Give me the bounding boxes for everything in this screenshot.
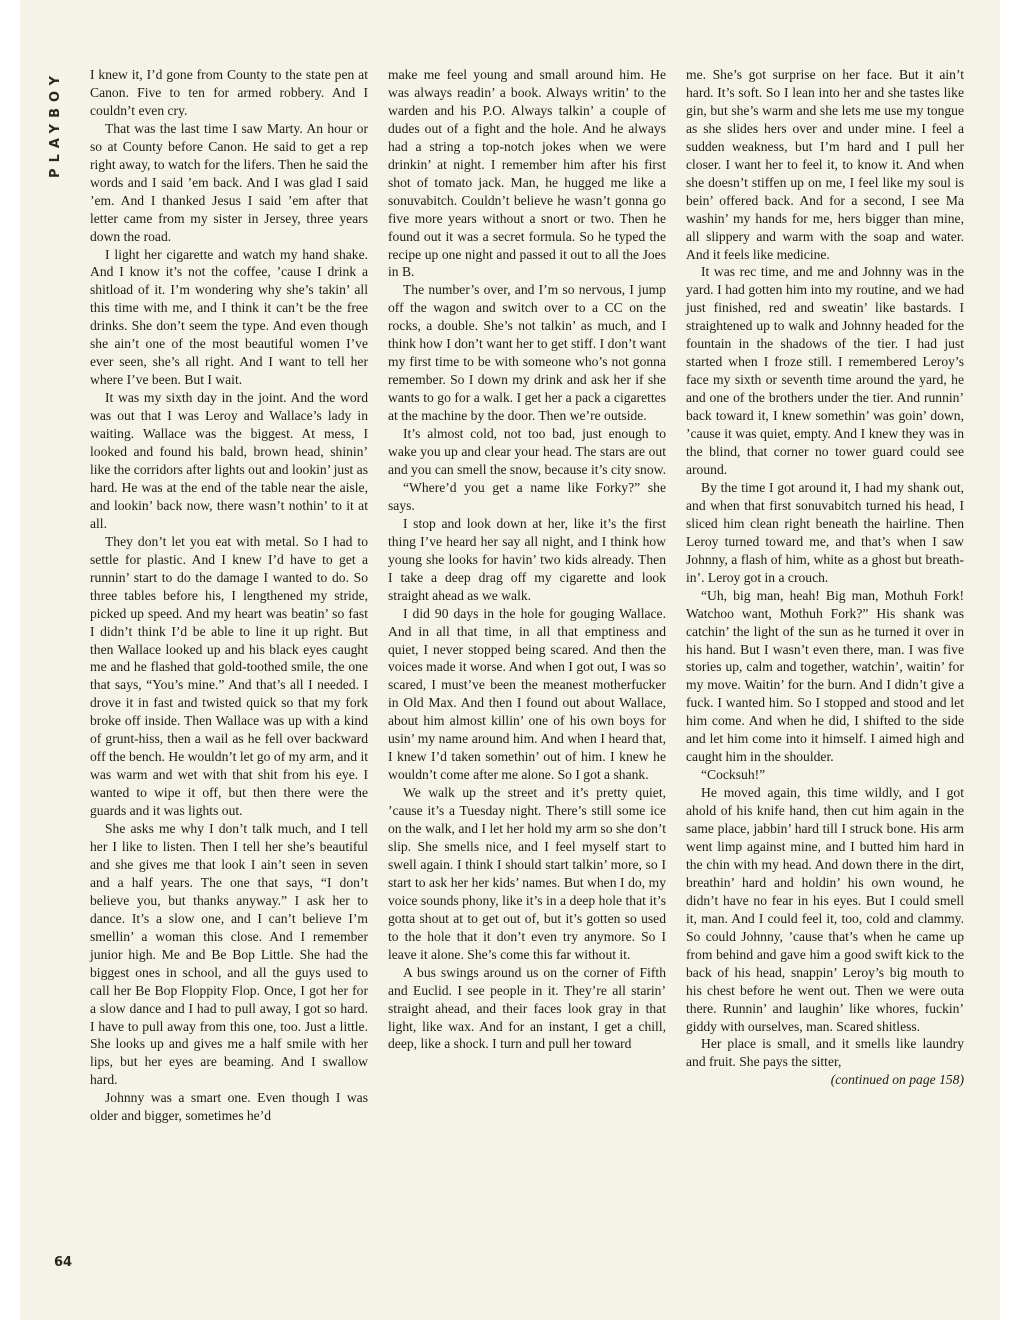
paragraph: She asks me why I don’t talk much, and I tell her I like to listen. Then I tell her she’s beautiful and she gives me that look I ain’t seen in seven and a half years. The one that says, “I don’t believe you, but thanks anyway.” I ask her to dance. It’s a slow one, and I can’t believe I’m smellin’ a woman this close. And I remember junior high. Me and Be Bop Little. She had the biggest ones in school, and all the guys used to call her Be Bop Floppity Flop. Once, I got her for a slow dance and I had to pull away, I got so hard. I have to pull away from this one, too. Just a little. She looks up and gives me a half smile with her lips, but her eyes are beaming. And I swallow hard.: [90, 821, 368, 1088]
paragraph: A bus swings around us on the corner of Fifth and Euclid. I see people in it. They’re all starin’ straight ahead, and their faces look gray in that light, like wax. And for an instant, I get a chill, deep, like a shock. I turn and pull her toward: [388, 964, 666, 1052]
magazine-spine-title: PLAYBOY: [48, 70, 63, 178]
magazine-page: [20, 0, 1000, 1320]
continued-note: (continued on page 158): [830, 1072, 964, 1088]
paragraph: They don’t let you eat with metal. So I had to settle for plastic. And I knew I’d have to get a runnin’ start to do the damage I wanted to do. So three tables before his, I lengthened my stride, picked up speed. And my heart was beatin’ so fast I didn’t think I’d be able to line it up right. But then Wallace looked up and his black eyes caught me and he flashed that gold-toothed smile, the one that says, “You’s mine.” And that’s all I needed. I drove it in fast and twisted quick so that my fork broke off inside. Then Wallace was up with a kind of grunt-hiss, then a wail as he fell over backward off the bench. He wouldn’t let go of my arm, and it was warm and wet with that shit from his eye. I wanted to wipe it off, but then there were the guards and it was lights out.: [90, 533, 368, 819]
paragraph: He moved again, this time wildly, and I got ahold of his knife hand, then cut him again in the same place, jabbin’ hard till I struck bone. His arm went limp against mine, and I butted him hard in the chin with my head. And down there in the dirt, breathin’ hard and holdin’ his own wound, he didn’t have no fear in his eyes. But I could smell it, man. And I could feel it, too, cold and clammy. So could Johnny, ’cause that’s when he came up from behind and gave him a good swift kick to the back of his head, snappin’ Leroy’s big mouth to his chest before he went out. Then we were outa there. Runnin’ and laughin’ like whores, fuckin’ giddy with ourselves, man. Scared shitless.: [686, 785, 964, 1034]
column-3: [686, 66, 964, 1089]
paragraph: I knew it, I’d gone from County to the state pen at Canon. Five to ten for armed robbery. And I couldn’t even cry.: [90, 67, 368, 118]
paragraph: me. She’s got surprise on her face. But it ain’t hard. It’s soft. So I lean into her and she tastes like gin, but she’s warm and she lets me use my tongue as she slides hers over and under mine. I feel a sudden weakness, but I’m hard and I pull her closer. I want her to feel it, to know it. And when she doesn’t stiffen up on me, I feel like my soul is bein’ offered back. And for a second, I see Ma washin’ my hands for me, hers bigger than mine, all slippery and warm with the soap and water. And it feels like medicine.: [686, 67, 964, 262]
paragraph: That was the last time I saw Marty. An hour or so at County before Canon. He said to get a rep right away, to watch for the lifers. Then he said the words and I said ’em back. And I was glad I said ’em. And I thanked Jesus I said ’em after that letter came from my sister in Jersey, three years down the road.: [90, 120, 368, 244]
page-number: 64: [54, 1255, 73, 1270]
paragraph: By the time I got around it, I had my shank out, and when that first sonuvabitch turned his head, I sliced him clean right beneath the hairline. Then Leroy turned toward me, and that’s when I saw Johnny, a flash of him, white as a ghost but breathin’. Leroy got in a crouch.: [686, 479, 964, 585]
paragraph: “Cocksuh!”: [701, 767, 766, 783]
paragraph: I did 90 days in the hole for gouging Wallace. And in all that time, in all that emptiness and quiet, I never stopped being scared. And then the voices made it worse. And when I got out, I was so scared, I must’ve been the meanest motherfucker in Old Max. And then I found out about Wallace, about him almost killin’ one of his own boys for usin’ my name around him. And when I heard that, I knew I’d taken somethin’ out of him. I knew he wouldn’t come after me alone. So I got a shank.: [388, 605, 666, 783]
paragraph: It was rec time, and me and Johnny was in the yard. I had gotten him into my routine, and we had just finished, red and sweatin’ like bastards. I straightened up to walk and Johnny headed for the fountain in the shadows of the tier. I had just started when I froze still. I remembered Leroy’s face my sixth or seventh time around the yard, he and one of the brothers under the tier. And runnin’ back toward it, I knew somethin’ was goin’ down, ’cause it was quiet, empty. And I knew they was in the blind, that corner no tower guard could see around.: [686, 264, 964, 477]
paragraph: I stop and look down at her, like it’s the first thing I’ve heard her say all night, and I think how young she looks for havin’ two kids already. Then I take a deep drag off my cigarette and look straight ahead as we walk.: [388, 515, 666, 603]
paragraph: Johnny was a smart one. Even though I was older and bigger, sometimes he’d: [90, 1090, 368, 1124]
paragraph: make me feel young and small around him. He was always readin’ a book. Always writin’ to the warden and his P.O. Always talkin’ a couple of dudes out of a fight and the hole. And he always had a string a top-notch jokes when we were drinkin’ at night. I remember him after his first shot of tomato jack. Man, he hugged me like a sonuvabitch. Couldn’t believe he wasn’t gonna go five more years without a snort or two. Then he found out it was a secret formula. So he typed the recipe up one night and passed it out to all the Joes in B.: [388, 67, 666, 280]
paragraph: Her place is small, and it smells like laundry and fruit. She pays the sitter,: [686, 1036, 964, 1070]
paragraph: The number’s over, and I’m so nervous, I jump off the wagon and switch over to a CC on the rocks, a double. She’s not talkin’ as much, and I think how I don’t want her to get stiff. I don’t want my first time to be with someone who’s not gonna remember. So I down my drink and ask her if she wants to go for a walk. I get her a pack a cigarettes at the machine by the door. Then we’re outside.: [388, 282, 666, 424]
column-2: [388, 66, 666, 1053]
paragraph: It’s almost cold, not too bad, just enough to wake you up and clear your head. The stars are out and you can smell the snow, because it’s city snow.: [388, 426, 666, 477]
paragraph: It was my sixth day in the joint. And the word was out that I was Leroy and Wallace’s lady in waiting. Wallace was the biggest. At mess, I looked and found his bald, brown head, shinin’ like the corridors after lights out and lookin’ just as hard. He was at the end of the table near the aisle, and lookin’ back now, there wasn’t nothin’ to it at all.: [90, 390, 368, 531]
column-1: [90, 66, 368, 1125]
paragraph: “Uh, big man, heah! Big man, Mothuh Fork! Watchoo want, Mothuh Fork?” His shank was catchin’ the light of the sun as he turned it over in his hand. But I wasn’t even there, man. I was five stories up, calm and together, watchin’, waitin’ for my move. Waitin’ for the burn. And I didn’t give a fuck. I wanted him. So I stopped and stood and let him come. And when he did, I shifted to the side and let him come into it himself. I aimed high and caught him in the shoulder.: [686, 587, 964, 765]
paragraph: I light her cigarette and watch my hand shake. And I know it’s not the coffee, ’cause I drink a shitload of it. I’m wondering why she’s takin’ all this time with me, and I think it can’t be the free drinks. She don’t seem the type. And even though she ain’t one of the most beautiful women I’ve ever seen, she’s all right. And I want to tell her where I’ve been. But I wait.: [90, 246, 368, 388]
paragraph: We walk up the street and it’s pretty quiet, ’cause it’s a Tuesday night. There’s still some ice on the walk, and I let her hold my arm so she don’t slip. She smells nice, and I feel myself start to swell again. I think I should start talkin’ more, so I start to ask her her kids’ names. But when I do, my voice sounds phony, like it’s in a deep hole that it’s gotta shout at to get out of, but it’s gotten so used to the hole that it don’t even try anymore. So I leave it alone. She’s come this far without it.: [388, 785, 666, 962]
paragraph: “Where’d you get a name like Forky?” she says.: [388, 479, 666, 513]
